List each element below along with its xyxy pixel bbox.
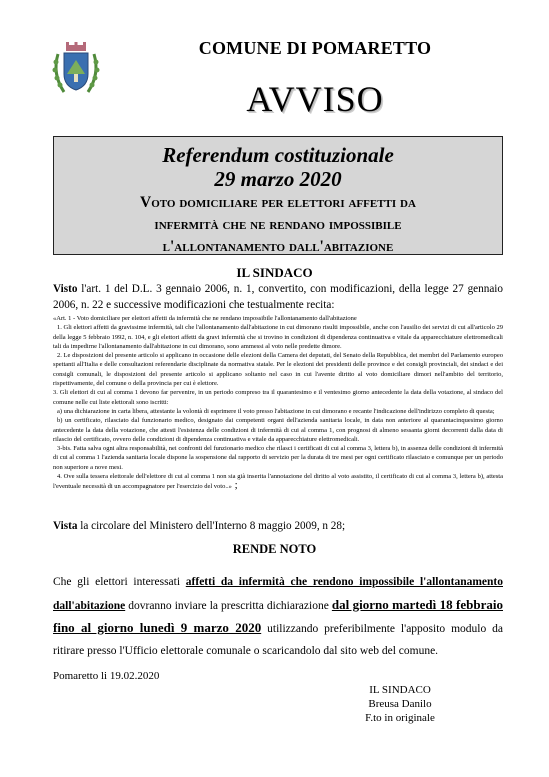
municipal-crest-icon (50, 40, 102, 98)
place-date: Pomaretto li 19.02.2020 (53, 670, 160, 682)
signature-note: F.to in originale (365, 712, 435, 724)
circolare-label: Vista (53, 520, 78, 532)
quote-paragraph-4-text: 4. Ove sulla tessera elettorale dell'elettore di cui al comma 1 non sia già inserita l'annotazione del diritto al voto assistito, il certificato di cui al comma 3, lettera b), attesta l'eventuale necessità di un accompagnatore per l'esercizio del voto..» (53, 473, 503, 491)
referendum-subtitle-line-3: l'allontanamento dall'abitazione (162, 238, 394, 255)
law-quote (53, 314, 503, 492)
quote-paragraph-3bis: 3-bis. Fatta salva ogni altra responsabilità, nei confronti del funzionario medico che rilasci i certificati di cui al comma 3, lettera b), in assenza delle condizioni di infermità di cui al comma 1 l'azienda sanitaria locale dispone la sospensione dal rapporto di servizio per la durata di tre mesi per ogni certificato rilasciato e comunque per un periodo non superiore a nove mesi. (53, 445, 503, 471)
rende-noto-heading: RENDE NOTO (232, 542, 317, 556)
visto-paragraph (53, 281, 503, 313)
quote-paragraph-3a: a) una dichiarazione in carta libera, attestante la volontà di esprimere il voto presso l'abitazione in cui dimorano e recante l'indicazione dell'indirizzo completo di questa; (57, 407, 495, 415)
notice-text-1: Che gli elettori interessati (53, 576, 186, 588)
notice-highlight-dates: dal giorno martedì 18 febbraio fino al giorno lunedì 9 marzo 2020 (53, 596, 503, 635)
quote-paragraph-2: 2. Le disposizioni del presente articolo si applicano in occasione delle elezioni della Camera dei deputati, del Senato della Repubblica, dei membri del Parlamento europeo spettanti all'Italia e delle consultazioni referendarie disciplinate da normativa statale. Per le elezioni dei presidenti delle province e dei consigli provinciali, dei sindaci e dei consigli comunali, le disposizioni del presente articolo si applicano soltanto nel caso in cui l'avente diritto al voto domiciliare dimori nell'ambito del territorio, rispettivamente, del comune o della provincia per cui è elettore. (53, 352, 503, 388)
referendum-banner (53, 136, 503, 255)
signature-title: IL SINDACO (369, 684, 431, 696)
municipality-name: COMUNE DI POMARETTO (198, 38, 432, 58)
notice-text-3: utilizzando preferibilmente l'apposito modulo da ritirare presso l'Ufficio elettorale comunale o scaricandolo dal sito web del comune. (53, 623, 503, 657)
notice-highlight-1: affetti da infermità che rendono impossibile l'allontanamento dall'abitazione (53, 576, 503, 612)
quote-paragraph-4 (53, 472, 503, 492)
visto-text: l'art. 1 del D.L. 3 gennaio 2006, n. 1, convertito, con modificazioni, della legge 27 gennaio 2006, n. 22 e successive modificazioni che testualmente recita: (53, 283, 503, 311)
referendum-title: Referendum costituzionale (162, 143, 394, 167)
signature-block (350, 683, 450, 725)
quote-article-title: «Art. 1 - Voto domiciliare per elettori affetti da infermità che ne rendano impossibile l'allontanamento dall'abitazione (53, 315, 357, 322)
notice-heading: AVVISO (246, 79, 384, 119)
quote-paragraph-1: 1. Gli elettori affetti da gravissime infermità, tali che l'allontanamento dall'abitazione in cui dimorano risulti impossibile, anche con l'ausilio dei servizi di cui all'articolo 29 della legge 5 febbraio 1992, n. 104, e gli elettori affetti da gravi infermità che si trovino in condizioni di dipendenza continuativa e vitale da apparecchiature elettromedicali tali da impedirne l'allontanamento dall'abitazione in cui dimorano, sono ammessi al voto nelle predette dimore. (53, 324, 503, 350)
referendum-subtitle-line-2: infermità che ne rendano impossibile (154, 216, 402, 233)
referendum-date: 29 marzo 2020 (214, 167, 342, 191)
quote-paragraph-3: 3. Gli elettori di cui al comma 1 devono far pervenire, in un periodo compreso tra il quarantesimo e il ventesimo giorno antecedente la data della votazione, al sindaco del comune nelle cui liste elettorali sono iscritti: (53, 389, 503, 406)
quote-end: ; (231, 479, 238, 492)
notice-text-2: dovranno inviare la prescritta dichiarazione (125, 599, 332, 612)
visto-label: Visto (53, 283, 78, 295)
circolare-paragraph (53, 520, 503, 532)
mayor-heading: IL SINDACO (236, 265, 313, 280)
signature-name: Breusa Danilo (368, 698, 432, 710)
notice-paragraph (53, 572, 503, 662)
quote-paragraph-3b: b) un certificato, rilasciato dal funzionario medico, designato dai competenti organi dell'azienda sanitaria locale, in data non anteriore al quarantacinquesimo giorno antecedente la data della votazione, che attesti l'esistenza delle condizioni di infermità di cui al comma 1, con prognosi di almeno sessanta giorni decorrenti dalla data di rilascio del certificato, ovvero delle condizioni di dipendenza continuativa e vitale da apparecchiature elettromedicali. (53, 417, 503, 443)
circolare-text: la circolare del Ministero dell'Interno 8 maggio 2009, n 28; (77, 520, 346, 532)
referendum-subtitle-line-1: Voto domiciliare per elettori affetti da (140, 194, 416, 211)
